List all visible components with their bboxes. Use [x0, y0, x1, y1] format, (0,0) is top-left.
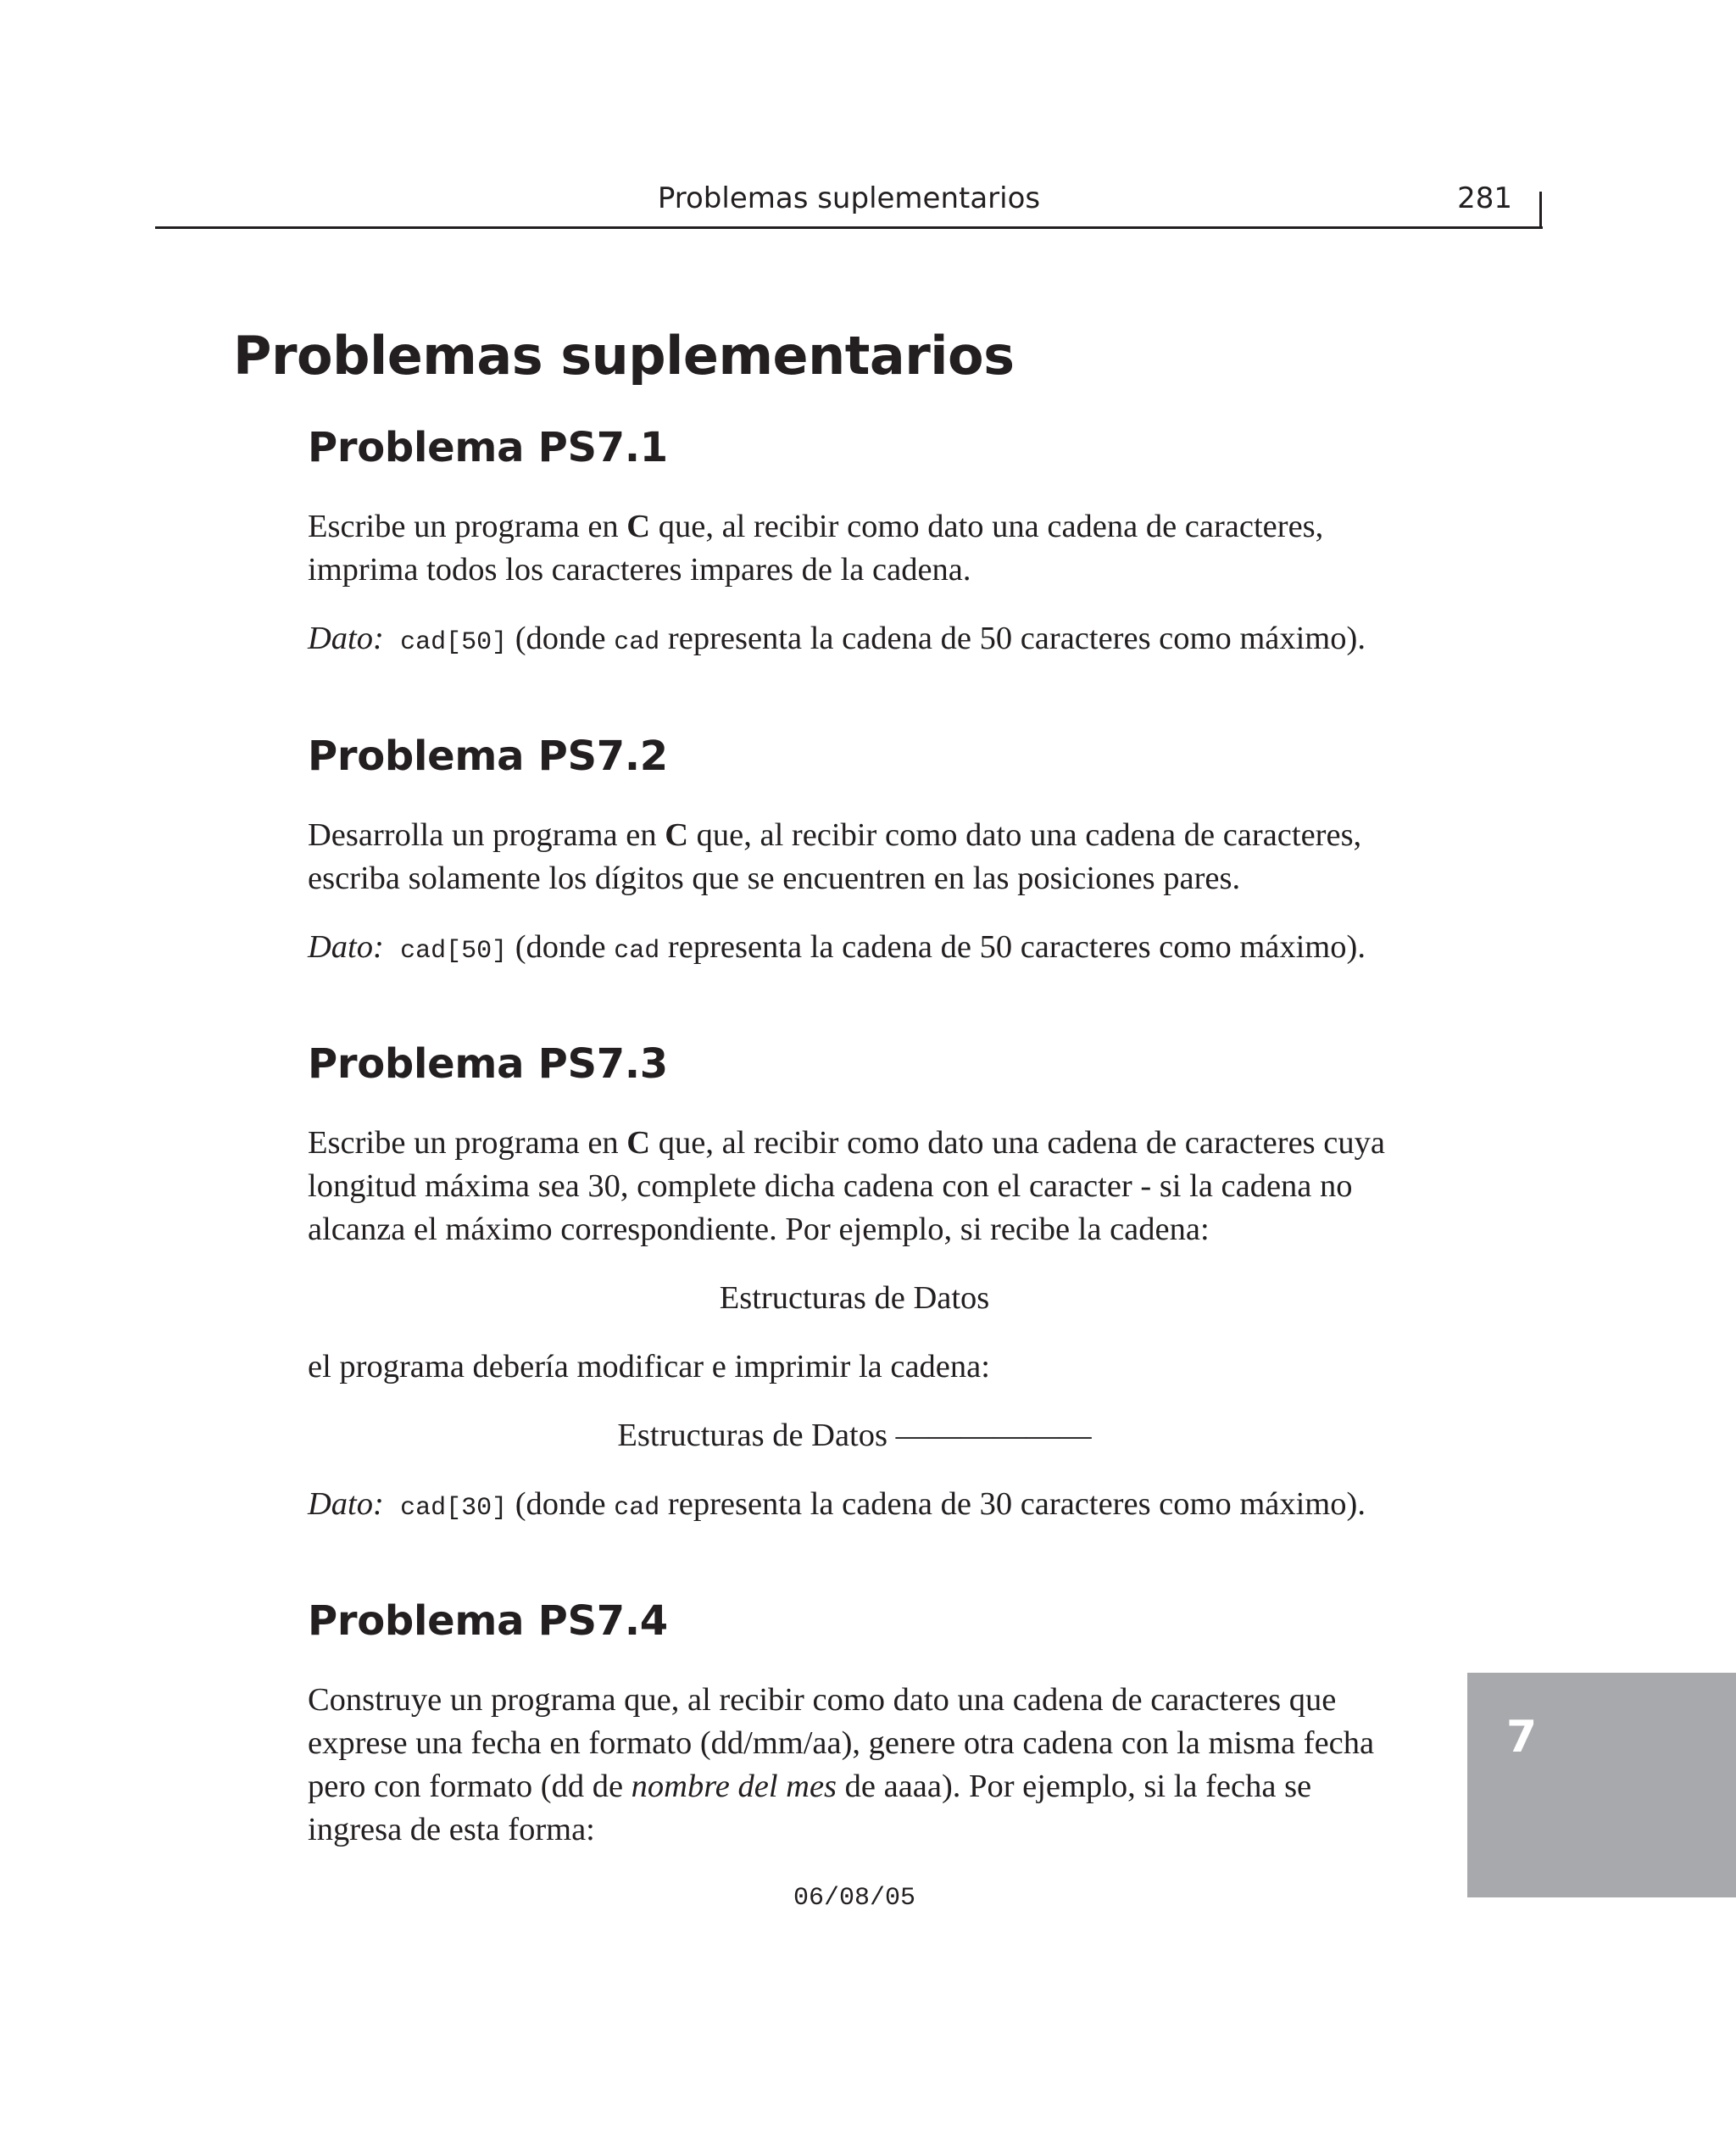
page-number: 281	[1457, 181, 1512, 215]
problem-statement: Escribe un programa en C que, al recibir como dato una cadena de caracteres cuya longitud máxima sea 30, complete dicha cadena con el caracter - si la cadena no alcanza el máximo correspondiente. Por ejemplo, si recibe la cadena:	[308, 1125, 1385, 1247]
problem-text: el programa debería modificar e imprimir la cadena:	[308, 1349, 990, 1384]
running-header	[155, 178, 1543, 229]
problem-ps7-2	[308, 731, 1401, 973]
problem-statement: Escribe un programa en C que, al recibir como dato una cadena de caracteres, imprima todos los caracteres impares de la cadena.	[308, 509, 1324, 588]
chapter-number: 7	[1506, 1712, 1538, 1763]
problem-statement: Construye un programa que, al recibir como dato una cadena de caracteres que exprese una fecha en formato (dd/mm/aa), genere otra cadena con la misma fecha pero con formato (dd de nombre del mes de aaaa). Por ejemplo, si la fecha se ingresa de esta forma:	[308, 1682, 1375, 1847]
chapter-tab	[1467, 1673, 1736, 1897]
problem-data: Dato: cad[50] (donde cad representa la cadena de 50 caracteres como máximo).	[308, 929, 1366, 966]
problem-ps7-3	[308, 1039, 1401, 1530]
example-output: Estructuras de Datos ——————	[617, 1418, 1092, 1453]
problem-data: Dato: cad[30] (donde cad representa la cadena de 30 caracteres como máximo).	[308, 1486, 1366, 1523]
problem-data: Dato: cad[50] (donde cad representa la cadena de 50 caracteres como máximo).	[308, 621, 1366, 657]
example-date: 06/08/05	[793, 1884, 916, 1913]
problem-ps7-1	[308, 422, 1401, 665]
running-title: Problemas suplementarios	[657, 181, 1041, 215]
section-title: Problemas suplementarios	[233, 325, 1015, 387]
problem-title: Problema PS7.3	[308, 1040, 668, 1088]
header-rule-tick	[1539, 192, 1542, 229]
problem-title: Problema PS7.2	[308, 733, 668, 780]
problem-statement: Desarrolla un programa en C que, al recibir como dato una cadena de caracteres, escriba solamente los dígitos que se encuentren en las posiciones pares.	[308, 817, 1362, 896]
problem-title: Problema PS7.1	[308, 424, 668, 471]
example-input: Estructuras de Datos	[719, 1280, 990, 1316]
problem-ps7-4	[308, 1596, 1401, 1920]
problem-title: Problema PS7.4	[308, 1597, 668, 1645]
